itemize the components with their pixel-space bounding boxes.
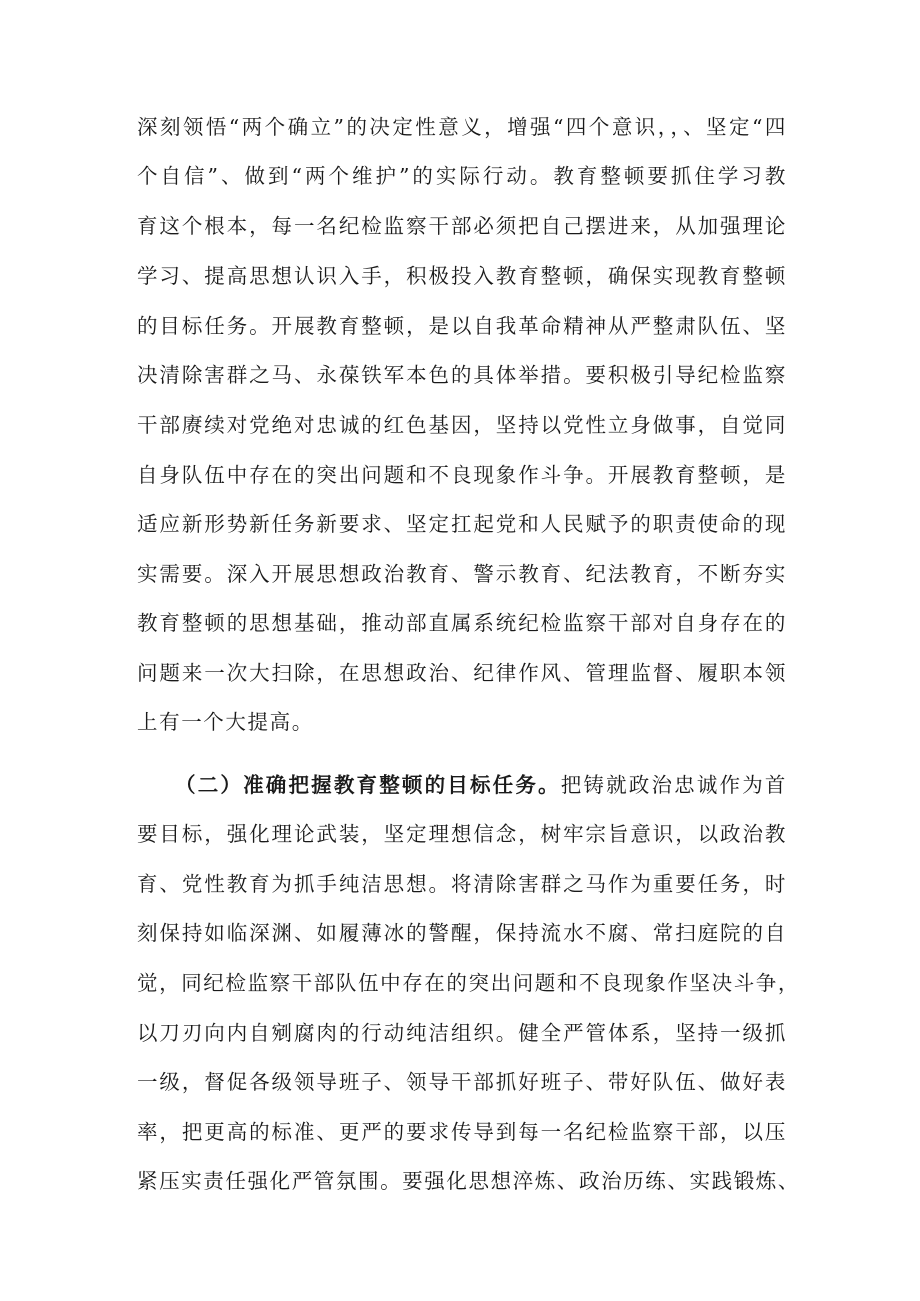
paragraph-1-line-4: 学习、提高思想认识入手，积极投入教育整顿，确保实现教育整顿 bbox=[137, 264, 787, 288]
paragraph-1-line-2: 个自信”、做到“两个维护”的实际行动。教育整顿要抓住学习教 bbox=[137, 164, 787, 188]
paragraph-2-line-8: 率，把更高的标准、更严的要求传导到每一名纪检监察干部，以压 bbox=[137, 1120, 787, 1144]
paragraph-1-line-10: 实需要。深入开展思想政治教育、警示教育、纪法教育，不断夯实 bbox=[137, 562, 787, 586]
paragraph-2-line-5: 觉，同纪检监察干部队伍中存在的突出问题和不良现象作坚决斗争， bbox=[137, 971, 800, 995]
paragraph-1-line-6: 决清除害群之马、永葆铁军本色的具体举措。要积极引导纪检监察 bbox=[137, 363, 787, 387]
paragraph-1-line-11: 教育整顿的思想基础，推动部直属系统纪检监察干部对自身存在的 bbox=[137, 611, 787, 635]
paragraph-1-line-8: 自身队伍中存在的突出问题和不良现象作斗争。开展教育整顿，是 bbox=[137, 463, 787, 487]
paragraph-2-line-2: 要目标，强化理论武装，坚定理想信念，树牢宗旨意识，以政治教 bbox=[137, 822, 787, 846]
paragraph-1-line-7: 干部赓续对党绝对忠诚的红色基因，坚持以党性立身做事，自觉同 bbox=[137, 413, 787, 437]
paragraph-2-line-3: 育、党性教育为抓手纯洁思想。将清除害群之马作为重要任务，时 bbox=[137, 872, 787, 896]
paragraph-1-line-1: 深刻领悟“两个确立”的决定性意义，增强“四个意识，，、坚定“四 bbox=[137, 115, 787, 139]
paragraph-2-line-6: 以刀刃向内自剜腐肉的行动纯洁组织。健全严管体系，坚持一级抓 bbox=[137, 1021, 787, 1045]
paragraph-2-line-7: 一级，督促各级领导班子、领导干部抓好班子、带好队伍、做好表 bbox=[137, 1070, 787, 1094]
paragraph-2-line-4: 刻保持如临深渊、如履薄冰的警醒，保持流水不腐、常扫庭院的自 bbox=[137, 921, 787, 945]
paragraph-1-line-5: 的目标任务。开展教育整顿，是以自我革命精神从严整肃队伍、坚 bbox=[137, 314, 787, 338]
paragraph-2-line-1-text: 把铸就政治忠诚作为首 bbox=[560, 773, 787, 797]
paragraph-1-line-13: 上有一个大提高。 bbox=[137, 710, 314, 734]
section-heading: （二）准确把握教育整顿的目标任务。 bbox=[175, 773, 561, 797]
paragraph-1-line-3: 育这个根本，每一名纪检监察干部必须把自己摆进来，从加强理论 bbox=[137, 214, 787, 238]
paragraph-2-line-9: 紧压实责任强化严管氛围。要强化思想淬炼、政治历练、实践锻炼、 bbox=[137, 1169, 800, 1193]
paragraph-1-line-9: 适应新形势新任务新要求、坚定扛起党和人民赋予的职责使命的现 bbox=[137, 512, 787, 536]
paragraph-1-line-12: 问题来一次大扫除，在思想政治、纪律作风、管理监督、履职本领 bbox=[137, 661, 787, 685]
paragraph-2-line-1 bbox=[175, 765, 787, 805]
